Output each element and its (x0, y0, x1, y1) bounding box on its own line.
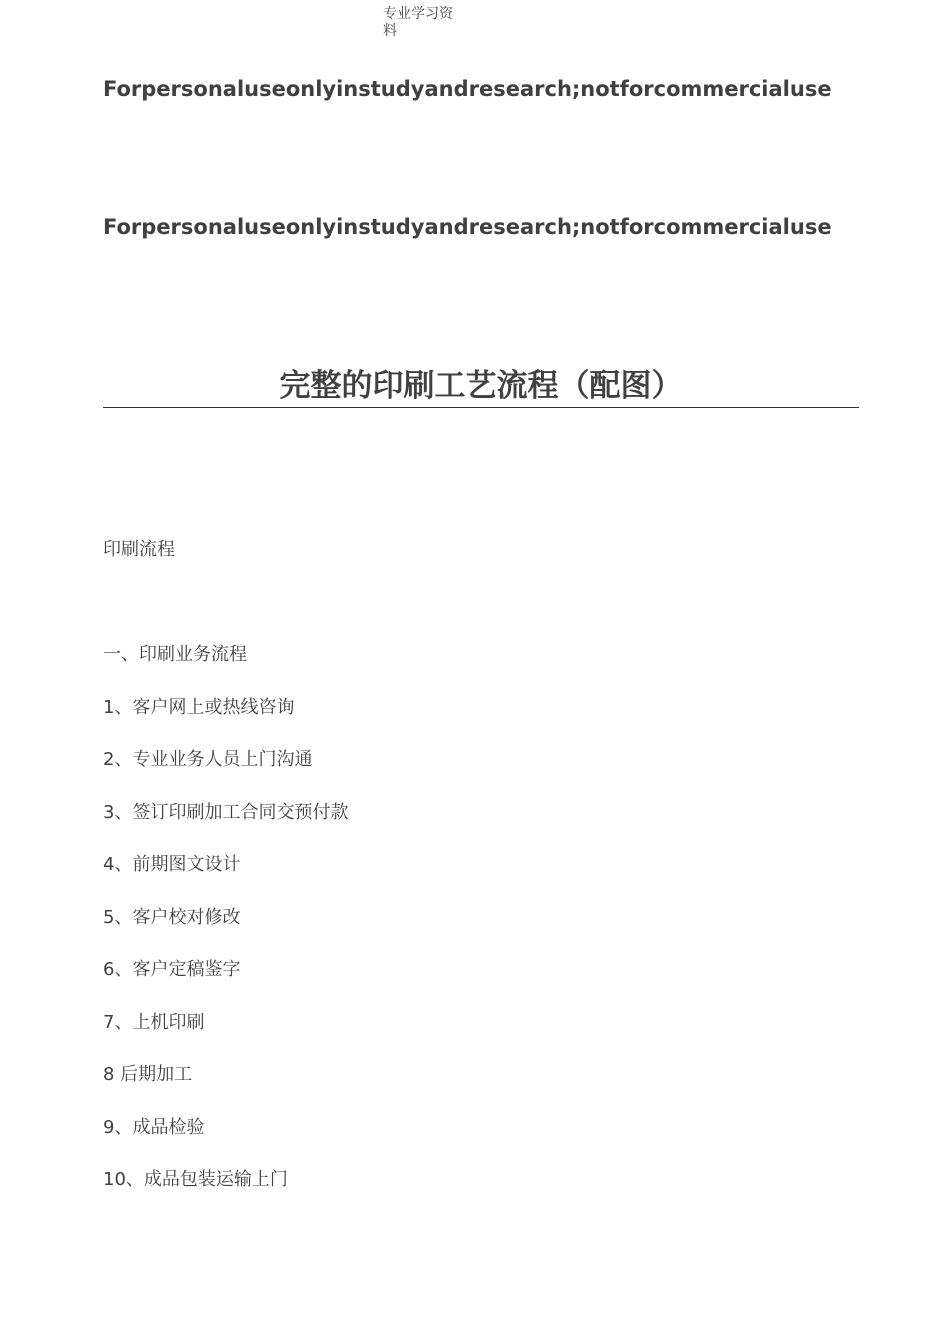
header-note: 专业学习资料 (383, 6, 453, 39)
list-item: 1、客户网上或热线咨询 (103, 696, 295, 718)
list-item: 8 后期加工 (103, 1064, 193, 1085)
list-item: 10、成品包装运输上门 (103, 1169, 288, 1190)
list-item: 9、成品检验 (103, 1116, 205, 1138)
usage-notice-2: Forpersonaluseonlyinstudyandresearch;notforcommercialuse (103, 215, 832, 239)
list-item: 3、签订印刷加工合同交预付款 (103, 801, 349, 823)
title-underline (103, 407, 859, 408)
section-label: 印刷流程 (103, 539, 175, 560)
list-item: 7、上机印刷 (103, 1011, 205, 1033)
list-item: 4、前期图文设计 (103, 854, 241, 875)
list-item: 5、客户校对修改 (103, 906, 241, 928)
usage-notice-1: Forpersonaluseonlyinstudyandresearch;notforcommercialuse (103, 77, 832, 101)
document-title: 完整的印刷工艺流程（配图） (279, 368, 683, 404)
list-item: 2、专业业务人员上门沟通 (103, 749, 313, 770)
process-heading: 一、印刷业务流程 (103, 644, 247, 665)
process-list (103, 643, 863, 1221)
list-item: 6、客户定稿鉴字 (103, 959, 241, 980)
